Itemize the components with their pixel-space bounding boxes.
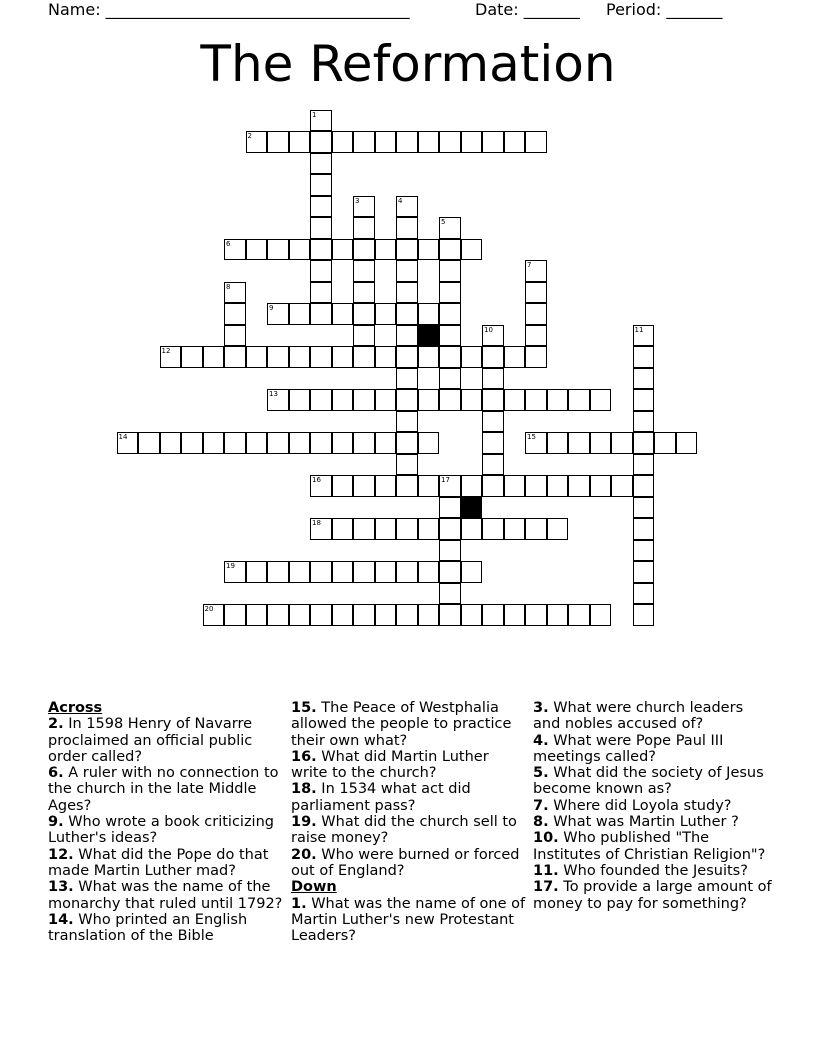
clue-item-number: 16. — [291, 748, 317, 765]
grid-cell[interactable] — [353, 282, 375, 304]
grid-cell[interactable] — [375, 604, 397, 626]
grid-cell[interactable] — [332, 389, 354, 411]
grid-cell[interactable] — [504, 475, 526, 497]
grid-cell[interactable] — [482, 346, 504, 368]
clue-item — [533, 798, 773, 814]
grid-cell[interactable] — [396, 432, 418, 454]
clue-item-text: What did the church sell to raise money? — [291, 814, 517, 847]
grid-cell[interactable] — [267, 389, 289, 411]
grid-cell[interactable] — [418, 475, 440, 497]
grid-cell[interactable] — [504, 131, 526, 153]
grid-cell[interactable] — [439, 368, 461, 390]
grid-cell[interactable] — [353, 131, 375, 153]
grid-cell[interactable] — [611, 432, 633, 454]
clue-item-text: What did the Pope do that made Martin Luther mad? — [48, 846, 269, 879]
grid-cell[interactable] — [568, 432, 590, 454]
clue-item-number: 19. — [291, 814, 317, 831]
grid-cell[interactable] — [439, 540, 461, 562]
grid-cell[interactable] — [439, 497, 461, 519]
grid-cell[interactable] — [353, 239, 375, 261]
grid-cell[interactable] — [353, 325, 375, 347]
grid-cell[interactable] — [439, 518, 461, 540]
clue-item — [291, 781, 527, 814]
grid-cell[interactable] — [547, 475, 569, 497]
grid-cell[interactable] — [289, 432, 311, 454]
grid-cell[interactable] — [332, 346, 354, 368]
section-heading-down: Down — [291, 879, 337, 896]
clue-number: 7 — [527, 261, 532, 269]
grid-cell[interactable] — [181, 346, 203, 368]
grid-cell[interactable] — [568, 604, 590, 626]
clue-item-text: What was the name of one of Martin Luther's new Protestant Leaders? — [291, 895, 526, 945]
grid-cell[interactable] — [353, 561, 375, 583]
grid-cell[interactable] — [504, 346, 526, 368]
grid-cell[interactable] — [224, 239, 246, 261]
date-field[interactable]: Date: _______ — [475, 0, 580, 19]
grid-cell[interactable] — [396, 131, 418, 153]
grid-cell[interactable] — [590, 475, 612, 497]
grid-cell[interactable] — [461, 239, 483, 261]
grid-cell[interactable] — [439, 239, 461, 261]
clue-number: 19 — [226, 562, 235, 570]
grid-cell[interactable] — [267, 131, 289, 153]
clue-item-text: The Peace of Westphalia allowed the people to practice their own what? — [291, 700, 512, 749]
clue-item — [48, 814, 283, 847]
grid-cell[interactable] — [353, 217, 375, 239]
clue-item-number: 9. — [48, 814, 64, 831]
clue-item — [533, 830, 773, 863]
grid-cell[interactable] — [418, 604, 440, 626]
clue-item — [533, 863, 773, 879]
grid-cell[interactable] — [482, 325, 504, 347]
grid-cell[interactable] — [396, 260, 418, 282]
grid-cell[interactable] — [203, 432, 225, 454]
grid-cell[interactable] — [396, 561, 418, 583]
grid-cell[interactable] — [633, 454, 655, 476]
clue-number: 20 — [204, 605, 214, 613]
grid-cell[interactable] — [310, 131, 332, 153]
grid-cell[interactable] — [353, 346, 375, 368]
grid-cell[interactable] — [418, 303, 440, 325]
grid-cell[interactable] — [310, 282, 332, 304]
grid-cell[interactable] — [439, 217, 461, 239]
grid-cell[interactable] — [310, 389, 332, 411]
grid-cell[interactable] — [504, 389, 526, 411]
grid-cell[interactable] — [439, 131, 461, 153]
period-field[interactable]: Period: _______ — [606, 0, 723, 19]
grid-cell[interactable] — [267, 239, 289, 261]
grid-cell[interactable] — [332, 561, 354, 583]
clue-item — [533, 879, 773, 912]
clue-number: 3 — [355, 196, 360, 205]
clue-item-text: Who printed an English translation of the Bible — [48, 911, 248, 945]
clue-number: 8 — [226, 282, 231, 291]
grid-cell[interactable] — [396, 475, 418, 497]
grid-cell[interactable] — [396, 239, 418, 261]
grid-cell[interactable] — [267, 346, 289, 368]
clue-item — [533, 814, 773, 830]
grid-cell[interactable] — [396, 389, 418, 411]
grid-cell[interactable] — [310, 239, 332, 261]
grid-cell[interactable] — [461, 475, 483, 497]
grid-cell[interactable] — [439, 583, 461, 605]
grid-cell[interactable] — [332, 239, 354, 261]
clue-number: 18 — [312, 519, 321, 527]
clue-item-text: What were church leaders and nobles accused of? — [533, 700, 744, 733]
grid-cell[interactable] — [633, 475, 655, 497]
clue-item-number: 8. — [533, 814, 549, 831]
grid-cell[interactable] — [224, 604, 246, 626]
clue-item-text: Who wrote a book criticizing Luther's ideas? — [48, 814, 274, 847]
grid-cell[interactable] — [439, 389, 461, 411]
grid-cell[interactable] — [633, 540, 655, 562]
clue-number: 6 — [226, 239, 231, 248]
grid-cell[interactable] — [353, 196, 375, 218]
clue-number: 9 — [269, 304, 274, 312]
grid-cell[interactable] — [246, 432, 268, 454]
grid-cell[interactable] — [396, 454, 418, 476]
clue-number: 5 — [441, 218, 446, 226]
clue-item-number: 15. — [291, 700, 317, 716]
grid-cell[interactable] — [418, 131, 440, 153]
clue-item-number: 7. — [533, 797, 549, 814]
grid-cell[interactable] — [482, 389, 504, 411]
grid-cell[interactable] — [676, 432, 698, 454]
grid-cell[interactable] — [224, 346, 246, 368]
grid-cell[interactable] — [482, 475, 504, 497]
name-field[interactable]: Name: ______________________________________ — [48, 0, 410, 19]
grid-cell[interactable] — [203, 346, 225, 368]
clues-column-1 — [48, 700, 283, 944]
grid-cell[interactable] — [418, 561, 440, 583]
clue-item-number: 18. — [291, 781, 317, 798]
clue-number: 17 — [441, 476, 450, 484]
clue-item — [291, 896, 527, 945]
grid-cell[interactable] — [310, 432, 332, 454]
grid-cell[interactable] — [396, 196, 418, 218]
grid-cell[interactable] — [482, 131, 504, 153]
grid-cell[interactable] — [375, 303, 397, 325]
grid-cell[interactable] — [181, 432, 203, 454]
grid-cell[interactable] — [439, 561, 461, 583]
clue-item-text: What was Martin Luther ? — [548, 814, 739, 831]
grid-cell[interactable] — [396, 411, 418, 433]
clue-item-number: 20. — [291, 846, 317, 863]
black-square — [418, 325, 440, 347]
clue-number: 14 — [118, 433, 128, 441]
clue-item-number: 1. — [291, 895, 307, 912]
grid-cell[interactable] — [310, 604, 332, 626]
grid-cell[interactable] — [590, 432, 612, 454]
clue-item — [291, 847, 527, 880]
grid-cell[interactable] — [418, 239, 440, 261]
grid-cell[interactable] — [160, 346, 182, 368]
clue-item — [533, 700, 773, 733]
grid-cell[interactable] — [353, 432, 375, 454]
grid-cell[interactable] — [310, 303, 332, 325]
clue-item-number: 14. — [48, 911, 74, 928]
grid-cell[interactable] — [461, 389, 483, 411]
grid-cell[interactable] — [310, 561, 332, 583]
grid-cell[interactable] — [396, 368, 418, 390]
grid-cell[interactable] — [525, 432, 547, 454]
grid-cell[interactable] — [547, 604, 569, 626]
grid-cell[interactable] — [547, 518, 569, 540]
grid-cell[interactable] — [439, 325, 461, 347]
clue-item-text: What did Martin Luther write to the church? — [291, 748, 489, 782]
clue-number: 2 — [247, 132, 252, 140]
grid-cell[interactable] — [289, 131, 311, 153]
clue-number: 16 — [312, 476, 321, 484]
grid-cell[interactable] — [396, 325, 418, 347]
grid-cell[interactable] — [439, 346, 461, 368]
grid-cell[interactable] — [246, 561, 268, 583]
grid-cell[interactable] — [633, 497, 655, 519]
clue-item-number: 12. — [48, 846, 74, 863]
grid-cell[interactable] — [504, 518, 526, 540]
grid-cell[interactable] — [246, 131, 268, 153]
clue-item-number: 11. — [533, 862, 559, 879]
grid-cell[interactable] — [117, 432, 139, 454]
grid-cell[interactable] — [568, 475, 590, 497]
grid-cell[interactable] — [353, 389, 375, 411]
grid-cell[interactable] — [525, 325, 547, 347]
grid-cell[interactable] — [310, 346, 332, 368]
grid-cell[interactable] — [611, 475, 633, 497]
grid-cell[interactable] — [525, 303, 547, 325]
clue-item — [48, 912, 283, 945]
grid-cell[interactable] — [289, 561, 311, 583]
grid-cell[interactable] — [267, 604, 289, 626]
grid-cell[interactable] — [633, 604, 655, 626]
black-square — [461, 497, 483, 519]
clue-number: 15 — [527, 433, 536, 441]
grid-cell[interactable] — [375, 239, 397, 261]
clue-item-number: 3. — [533, 700, 549, 716]
grid-cell[interactable] — [224, 561, 246, 583]
grid-cell[interactable] — [547, 389, 569, 411]
grid-cell[interactable] — [310, 110, 332, 132]
grid-cell[interactable] — [439, 260, 461, 282]
clue-item — [291, 749, 527, 782]
clue-item-text: Who were burned or forced out of England? — [291, 846, 520, 879]
grid-cell[interactable] — [332, 432, 354, 454]
grid-cell[interactable] — [267, 432, 289, 454]
grid-cell[interactable] — [375, 346, 397, 368]
grid-cell[interactable] — [396, 217, 418, 239]
clue-item-text: Where did Loyola study? — [548, 797, 732, 814]
grid-cell[interactable] — [353, 303, 375, 325]
grid-cell[interactable] — [203, 604, 225, 626]
clue-item — [48, 879, 283, 912]
grid-cell[interactable] — [375, 518, 397, 540]
grid-cell[interactable] — [138, 432, 160, 454]
grid-cell[interactable] — [525, 260, 547, 282]
grid-cell[interactable] — [310, 518, 332, 540]
clues-column-2 — [291, 700, 527, 944]
clue-item-text: What was the name of the monarchy that ruled until 1792? — [48, 879, 283, 912]
grid-cell[interactable] — [654, 432, 676, 454]
grid-cell[interactable] — [396, 518, 418, 540]
grid-cell[interactable] — [332, 604, 354, 626]
clue-number: 4 — [398, 196, 403, 205]
grid-cell[interactable] — [396, 604, 418, 626]
grid-cell[interactable] — [332, 518, 354, 540]
clue-item — [48, 716, 283, 765]
clue-item — [48, 765, 283, 814]
clue-number: 11 — [634, 325, 644, 334]
clue-item-text: Who published "The Institutes of Christian Religion"? — [533, 830, 766, 863]
grid-cell[interactable] — [461, 561, 483, 583]
grid-cell[interactable] — [633, 389, 655, 411]
clue-item-text: A ruler with no connection to the church in the late Middle Ages? — [48, 765, 279, 814]
grid-cell[interactable] — [267, 303, 289, 325]
grid-cell[interactable] — [482, 518, 504, 540]
clue-item-number: 17. — [533, 879, 559, 896]
grid-cell[interactable] — [375, 131, 397, 153]
grid-cell[interactable] — [418, 346, 440, 368]
grid-cell[interactable] — [375, 475, 397, 497]
clue-item-text: What did the society of Jesus become known as? — [533, 765, 764, 798]
clue-item-number: 6. — [48, 765, 64, 782]
grid-cell[interactable] — [461, 346, 483, 368]
grid-cell[interactable] — [332, 131, 354, 153]
grid-cell[interactable] — [590, 604, 612, 626]
page-title: The Reformation — [200, 35, 616, 93]
grid-cell[interactable] — [482, 454, 504, 476]
grid-cell[interactable] — [289, 239, 311, 261]
grid-cell[interactable] — [396, 282, 418, 304]
grid-cell[interactable] — [482, 432, 504, 454]
grid-cell[interactable] — [568, 389, 590, 411]
grid-cell[interactable] — [310, 260, 332, 282]
clue-number: 12 — [161, 347, 171, 355]
grid-cell[interactable] — [224, 303, 246, 325]
clues-column-3 — [533, 700, 773, 912]
grid-cell[interactable] — [224, 282, 246, 304]
grid-cell[interactable] — [439, 303, 461, 325]
grid-cell[interactable] — [482, 604, 504, 626]
grid-cell[interactable] — [633, 368, 655, 390]
grid-cell[interactable] — [525, 346, 547, 368]
clue-item-number: 4. — [533, 732, 549, 749]
clue-number: 10 — [484, 325, 493, 334]
grid-cell[interactable] — [396, 346, 418, 368]
grid-cell[interactable] — [310, 174, 332, 196]
grid-cell[interactable] — [525, 604, 547, 626]
grid-cell[interactable] — [375, 561, 397, 583]
grid-cell[interactable] — [396, 303, 418, 325]
clue-item — [291, 700, 527, 749]
grid-cell[interactable] — [375, 432, 397, 454]
grid-cell[interactable] — [310, 153, 332, 175]
clue-item-text: What were Pope Paul III meetings called? — [533, 732, 724, 765]
grid-cell[interactable] — [525, 282, 547, 304]
clue-item-text: In 1598 Henry of Navarre proclaimed an official public order called? — [48, 716, 253, 765]
grid-cell[interactable] — [439, 604, 461, 626]
grid-cell[interactable] — [289, 346, 311, 368]
grid-cell[interactable] — [633, 583, 655, 605]
grid-cell[interactable] — [633, 432, 655, 454]
grid-cell[interactable] — [246, 346, 268, 368]
grid-cell[interactable] — [461, 131, 483, 153]
grid-cell[interactable] — [246, 604, 268, 626]
grid-cell[interactable] — [525, 518, 547, 540]
grid-cell[interactable] — [375, 389, 397, 411]
grid-cell[interactable] — [289, 389, 311, 411]
grid-cell[interactable] — [439, 282, 461, 304]
grid-cell[interactable] — [353, 604, 375, 626]
grid-cell[interactable] — [418, 518, 440, 540]
grid-cell[interactable] — [160, 432, 182, 454]
grid-cell[interactable] — [353, 475, 375, 497]
grid-cell[interactable] — [224, 325, 246, 347]
grid-cell[interactable] — [332, 475, 354, 497]
clue-item-text: In 1534 what act did parliament pass? — [291, 781, 471, 814]
clue-number: 1 — [312, 110, 317, 119]
clue-number: 13 — [269, 390, 278, 398]
clue-item-number: 13. — [48, 879, 74, 896]
grid-cell[interactable] — [525, 389, 547, 411]
clue-item-number: 5. — [533, 765, 549, 782]
grid-cell[interactable] — [224, 432, 246, 454]
grid-cell[interactable] — [353, 518, 375, 540]
grid-cell[interactable] — [590, 389, 612, 411]
section-heading-across: Across — [48, 700, 103, 716]
clue-item — [533, 765, 773, 798]
grid-cell[interactable] — [633, 561, 655, 583]
grid-cell[interactable] — [353, 260, 375, 282]
grid-cell[interactable] — [310, 196, 332, 218]
grid-cell[interactable] — [289, 604, 311, 626]
grid-cell[interactable] — [418, 389, 440, 411]
clue-item-number: 2. — [48, 716, 64, 733]
clue-item — [48, 847, 283, 880]
grid-cell[interactable] — [439, 475, 461, 497]
grid-cell[interactable] — [525, 475, 547, 497]
grid-cell[interactable] — [482, 411, 504, 433]
grid-cell[interactable] — [482, 368, 504, 390]
grid-cell[interactable] — [310, 475, 332, 497]
grid-cell[interactable] — [289, 303, 311, 325]
clue-item-text: To provide a large amount of money to pay for something? — [533, 879, 772, 912]
clue-item — [533, 733, 773, 766]
clue-item-text: Who founded the Jesuits? — [558, 862, 748, 879]
grid-cell[interactable] — [310, 217, 332, 239]
grid-cell[interactable] — [246, 239, 268, 261]
grid-cell[interactable] — [633, 518, 655, 540]
clue-item — [291, 814, 527, 847]
grid-cell[interactable] — [633, 346, 655, 368]
grid-cell[interactable] — [418, 432, 440, 454]
grid-cell[interactable] — [461, 518, 483, 540]
grid-cell[interactable] — [633, 325, 655, 347]
clue-item-number: 10. — [533, 830, 559, 847]
grid-cell[interactable] — [332, 303, 354, 325]
grid-cell[interactable] — [547, 432, 569, 454]
grid-cell[interactable] — [525, 131, 547, 153]
grid-cell[interactable] — [633, 411, 655, 433]
grid-cell[interactable] — [504, 604, 526, 626]
grid-cell[interactable] — [267, 561, 289, 583]
grid-cell[interactable] — [461, 604, 483, 626]
